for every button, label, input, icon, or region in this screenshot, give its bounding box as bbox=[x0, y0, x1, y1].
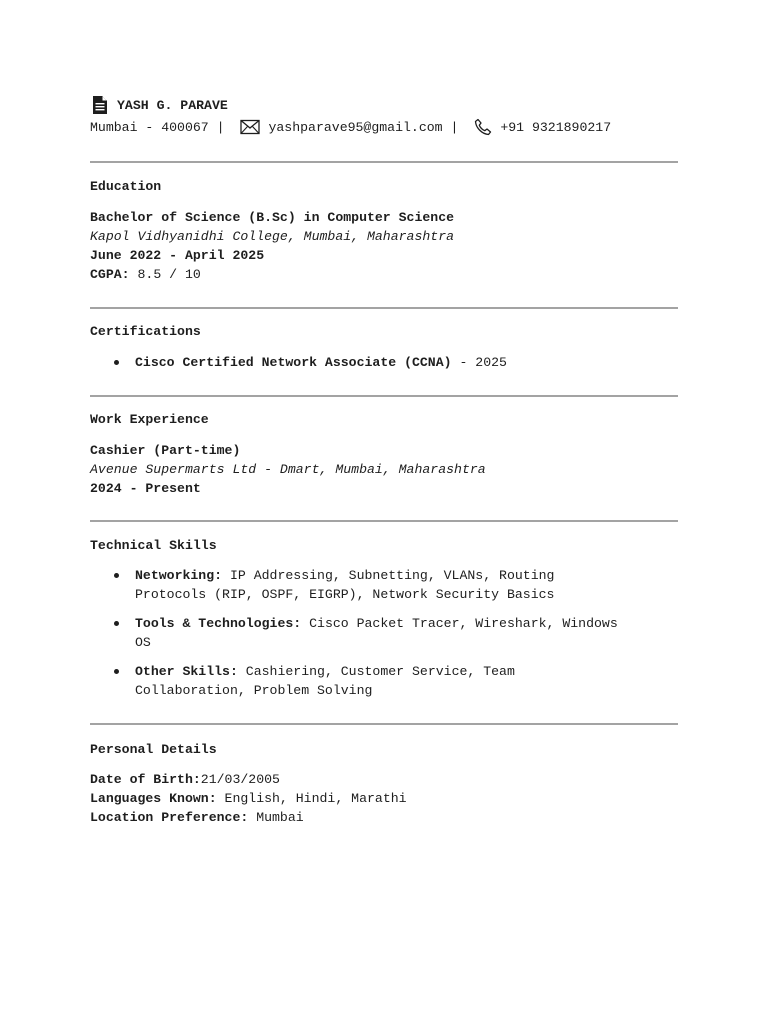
location-text: Mumbai - 400067 bbox=[90, 119, 209, 135]
job-dates: 2024 - Present bbox=[90, 481, 201, 496]
skill-text: IP Addressing, Subnetting, VLANs, Routing Protocols (RIP, OSPF, EIGRP), Network Security Basics bbox=[135, 568, 555, 602]
skill-label: Other Skills: bbox=[135, 664, 238, 679]
contact-separator: | bbox=[208, 119, 233, 135]
personal-section bbox=[90, 741, 690, 827]
contact-line bbox=[90, 116, 690, 138]
name-line bbox=[90, 94, 690, 116]
languages-value: English, Hindi, Marathi bbox=[216, 791, 407, 806]
languages-label: Languages Known: bbox=[90, 791, 217, 806]
list-item bbox=[90, 353, 625, 372]
cgpa-line bbox=[90, 265, 690, 284]
location-preference-label: Location Preference: bbox=[90, 810, 249, 825]
education-dates: June 2022 - April 2025 bbox=[90, 248, 265, 263]
envelope-icon bbox=[240, 119, 260, 135]
phone-icon bbox=[474, 118, 492, 136]
degree-title: Bachelor of Science (B.Sc) in Computer Science bbox=[90, 210, 455, 225]
languages-line bbox=[90, 789, 690, 808]
document-icon bbox=[90, 95, 110, 115]
dob-value: 21/03/2005 bbox=[200, 772, 280, 787]
bullet-icon bbox=[114, 573, 119, 578]
cgpa-label: CGPA: bbox=[90, 267, 130, 282]
skill-text: Cashiering, Customer Service, Team Collaboration, Problem Solving bbox=[135, 664, 515, 698]
bullet-icon bbox=[114, 621, 119, 626]
skill-label: Tools & Technologies: bbox=[135, 616, 302, 631]
institution-name: Kapol Vidhyanidhi College, Mumbai, Maharashtra bbox=[90, 229, 455, 244]
section-divider bbox=[90, 723, 678, 725]
section-divider bbox=[90, 161, 678, 163]
job-role: Cashier (Part-time) bbox=[90, 443, 241, 458]
dob-line bbox=[90, 770, 690, 789]
section-title-skills: Technical Skills bbox=[90, 538, 217, 553]
experience-section bbox=[90, 411, 690, 498]
cgpa-value: 8.5 / 10 bbox=[129, 267, 201, 282]
email-link[interactable]: yashparave95@gmail.com bbox=[268, 119, 443, 135]
location-preference-value: Mumbai bbox=[248, 810, 304, 825]
phone-number[interactable]: +91 9321890217 bbox=[500, 119, 612, 135]
certifications-section bbox=[90, 323, 690, 372]
section-divider bbox=[90, 520, 678, 522]
company-name: Avenue Supermarts Ltd - Dmart, Mumbai, Maharashtra bbox=[90, 462, 486, 477]
education-section bbox=[90, 178, 690, 284]
candidate-name: YASH G. PARAVE bbox=[117, 97, 228, 113]
list-item bbox=[90, 614, 625, 652]
list-item bbox=[90, 566, 625, 604]
certification-year: - 2025 bbox=[451, 355, 507, 370]
bullet-icon bbox=[114, 360, 119, 365]
skill-text: Cisco Packet Tracer, Wireshark, Windows OS bbox=[135, 616, 618, 650]
dob-label: Date of Birth: bbox=[90, 772, 201, 787]
section-divider bbox=[90, 395, 678, 397]
section-title-education: Education bbox=[90, 179, 162, 194]
section-divider bbox=[90, 307, 678, 309]
list-item bbox=[90, 662, 625, 700]
section-title-experience: Work Experience bbox=[90, 412, 209, 427]
contact-separator: | bbox=[442, 119, 467, 135]
resume-header bbox=[90, 94, 690, 138]
skill-label: Networking: bbox=[135, 568, 223, 583]
certification-list bbox=[90, 353, 690, 372]
skills-section bbox=[90, 537, 690, 700]
bullet-icon bbox=[114, 669, 119, 674]
section-title-personal: Personal Details bbox=[90, 742, 217, 757]
certification-name: Cisco Certified Network Associate (CCNA) bbox=[135, 355, 452, 370]
skills-list bbox=[90, 566, 690, 700]
section-title-certifications: Certifications bbox=[90, 324, 201, 339]
location-preference-line bbox=[90, 808, 690, 827]
